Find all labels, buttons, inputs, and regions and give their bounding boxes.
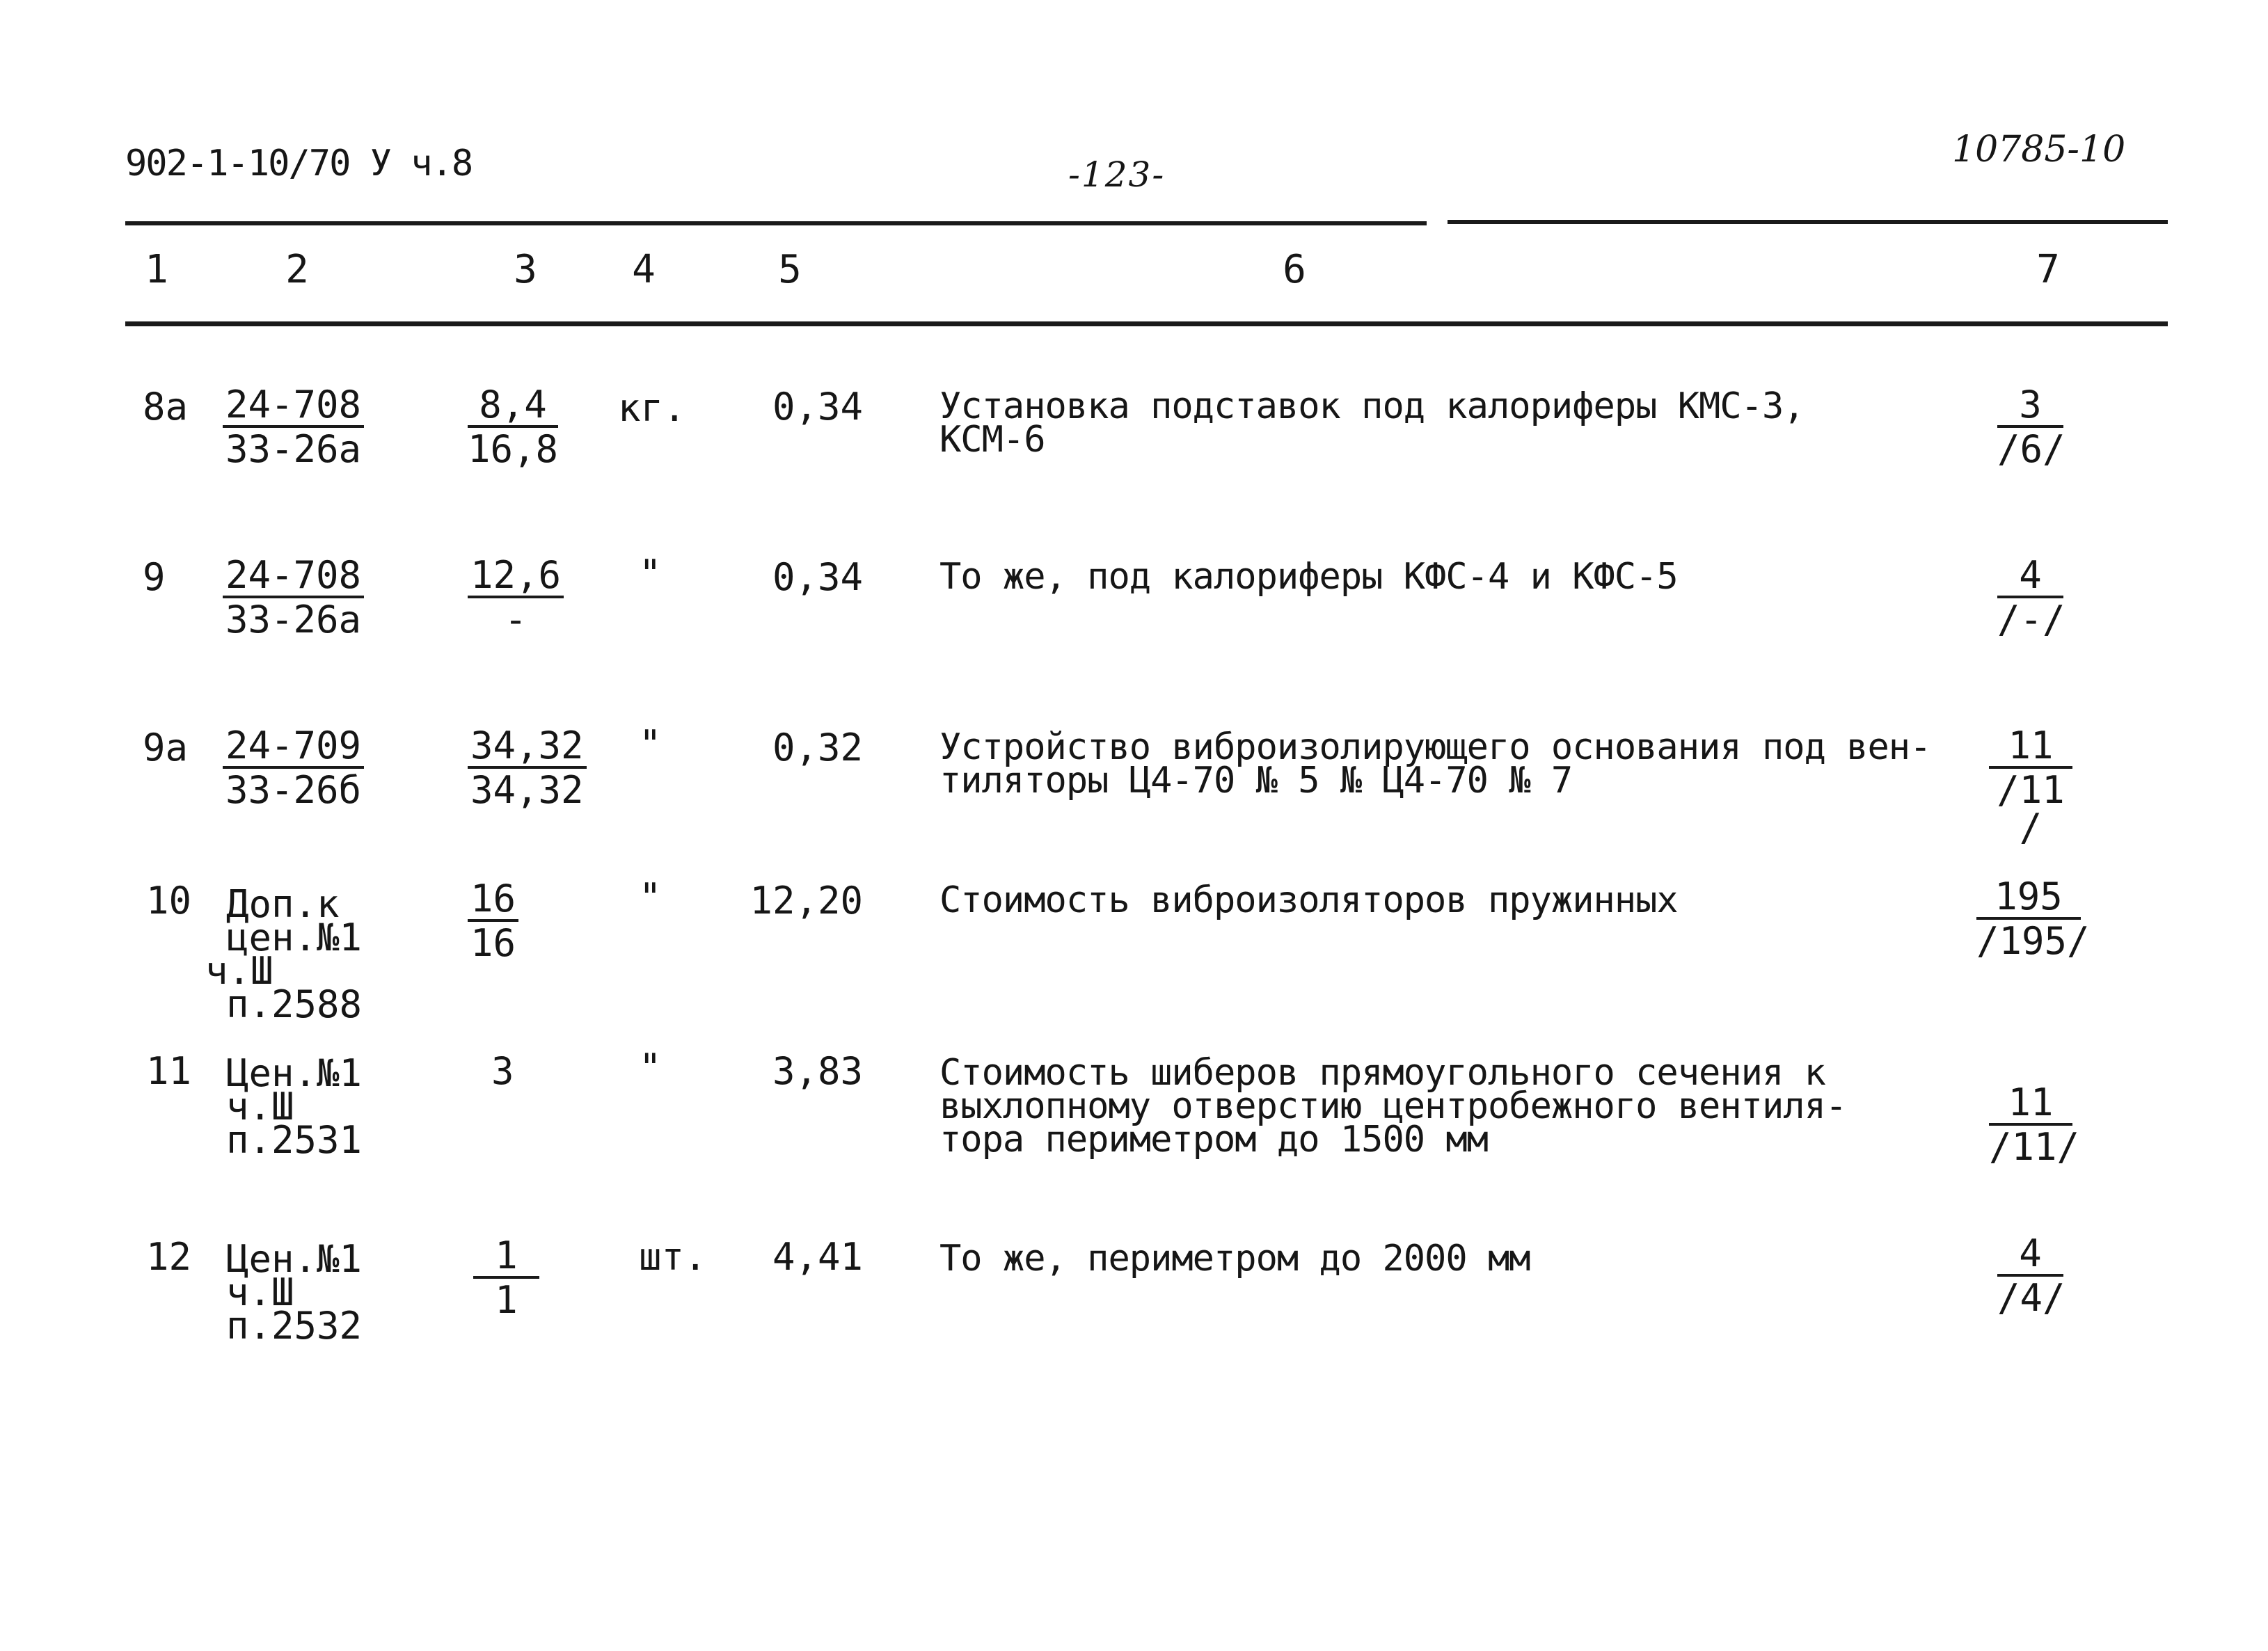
total-top: 11 xyxy=(1989,727,2072,769)
reference-line: ч.Ш xyxy=(205,949,273,993)
reference-bottom: 33-26б xyxy=(225,768,362,812)
column-number-3: 3 xyxy=(514,247,537,292)
quantity-bottom: 16 xyxy=(470,921,516,965)
unit-price: 0,34 xyxy=(772,385,863,429)
unit-price: 12,20 xyxy=(750,879,863,923)
reference-line: ч.Ш xyxy=(226,1085,294,1128)
reference-top: 24-709 xyxy=(223,727,364,769)
description-line: тиляторы Ц4-70 № 5 № Ц4-70 № 7 xyxy=(939,760,1573,801)
reference-line: Цен.№1 xyxy=(226,1237,363,1281)
reference-fraction xyxy=(223,383,364,471)
document-code: 902-1-10/70 У ч.8 xyxy=(125,143,473,184)
row-number: 8а xyxy=(143,385,189,429)
row-number: 10 xyxy=(146,879,192,923)
total-fraction xyxy=(1997,553,2065,641)
reference-fraction xyxy=(223,553,364,641)
page-number: -123- xyxy=(1068,154,1166,195)
unit: " xyxy=(639,722,662,766)
handwritten-number: 10785-10 xyxy=(1952,129,2126,170)
quantity-fraction xyxy=(468,553,564,641)
column-number-2: 2 xyxy=(285,247,309,292)
row-number: 9 xyxy=(143,555,166,599)
reference-line: п.2532 xyxy=(226,1304,363,1348)
description-line: Устройство виброизолирующего основания под вен- xyxy=(939,726,1931,768)
reference-fraction xyxy=(223,724,364,812)
row-number: 12 xyxy=(146,1235,192,1279)
reference-bottom: 33-26а xyxy=(225,598,362,641)
total-fraction xyxy=(1997,383,2065,471)
quantity-top: 12,6 xyxy=(468,557,564,598)
unit-price: 0,32 xyxy=(772,726,863,769)
reference-line: Цен.№1 xyxy=(226,1051,363,1095)
reference-bottom: 33-26а xyxy=(225,427,362,471)
description-line: тора периметром до 1500 мм xyxy=(939,1119,1488,1161)
reference-top: 24-708 xyxy=(223,557,364,598)
unit: " xyxy=(639,1046,662,1090)
total-bottom: /11 / xyxy=(1997,768,2065,850)
total-top: 4 xyxy=(1997,557,2063,598)
total-top: 4 xyxy=(1997,1235,2063,1277)
column-number-1: 1 xyxy=(145,247,168,292)
unit-price: 0,34 xyxy=(772,555,863,599)
reference-line: ч.Ш xyxy=(226,1270,294,1314)
unit: шт. xyxy=(639,1235,707,1279)
quantity-value: 3 xyxy=(491,1049,514,1093)
quantity-bottom: 34,32 xyxy=(470,768,584,812)
row-number: 11 xyxy=(146,1049,192,1093)
reference-line: п.2588 xyxy=(226,982,363,1026)
total-fraction xyxy=(1997,1231,2065,1320)
description-line: КСМ-6 xyxy=(939,419,1045,461)
quantity-fraction xyxy=(468,877,518,965)
total-top: 3 xyxy=(1997,386,2063,428)
total-top: 195 xyxy=(1976,878,2081,920)
unit-price: 4,41 xyxy=(772,1235,863,1279)
description-line: Установка подставок под калориферы КМС-3, xyxy=(939,385,1805,427)
total-bottom: /4/ xyxy=(1997,1276,2065,1320)
total-top: 11 xyxy=(1989,1084,2072,1126)
description-line: Стоимость виброизоляторов пружинных xyxy=(939,879,1678,921)
total-fraction xyxy=(1976,875,2090,963)
column-number-4: 4 xyxy=(632,247,656,292)
quantity-fraction xyxy=(468,724,587,812)
quantity-fraction xyxy=(468,383,559,471)
reference-line: п.2531 xyxy=(226,1118,363,1162)
unit: " xyxy=(639,875,662,919)
total-bottom: /-/ xyxy=(1997,598,2065,641)
quantity-bottom: 16,8 xyxy=(468,427,559,471)
column-number-6: 6 xyxy=(1283,247,1306,292)
reference-line: Доп.к xyxy=(226,882,340,926)
reference-line: цен.№1 xyxy=(226,916,363,959)
table-top-rule-right xyxy=(1448,220,2168,224)
description-line: выхлопному отверстию центробежного вентиля- xyxy=(939,1085,1847,1127)
description-line: Стоимость шиберов прямоугольного сечения к xyxy=(939,1052,1825,1094)
unit: кг. xyxy=(618,386,686,430)
unit: " xyxy=(639,552,662,596)
column-number-5: 5 xyxy=(778,247,802,292)
quantity-fraction xyxy=(473,1234,539,1322)
total-bottom: /11/ xyxy=(1989,1125,2080,1169)
description-line: То же, под калориферы КФС-4 и КФС-5 xyxy=(939,556,1678,598)
quantity-top: 34,32 xyxy=(468,727,587,769)
quantity-top: 16 xyxy=(468,880,518,922)
quantity-top: 1 xyxy=(473,1237,539,1279)
reference-top: 24-708 xyxy=(223,386,364,428)
column-number-7: 7 xyxy=(2036,247,2060,292)
quantity-top: 8,4 xyxy=(468,386,558,428)
quantity-bottom: - xyxy=(504,598,528,641)
total-bottom: /6/ xyxy=(1997,427,2065,471)
description-line: То же, периметром до 2000 мм xyxy=(939,1238,1530,1279)
row-number: 9а xyxy=(143,726,189,769)
unit-price: 3,83 xyxy=(772,1049,863,1093)
table-top-rule-left xyxy=(125,221,1427,225)
quantity-bottom: 1 xyxy=(495,1278,518,1322)
total-fraction xyxy=(1989,1080,2080,1169)
total-fraction xyxy=(1989,724,2072,850)
total-bottom: /195/ xyxy=(1976,919,2090,963)
table-header-rule xyxy=(125,321,2168,326)
